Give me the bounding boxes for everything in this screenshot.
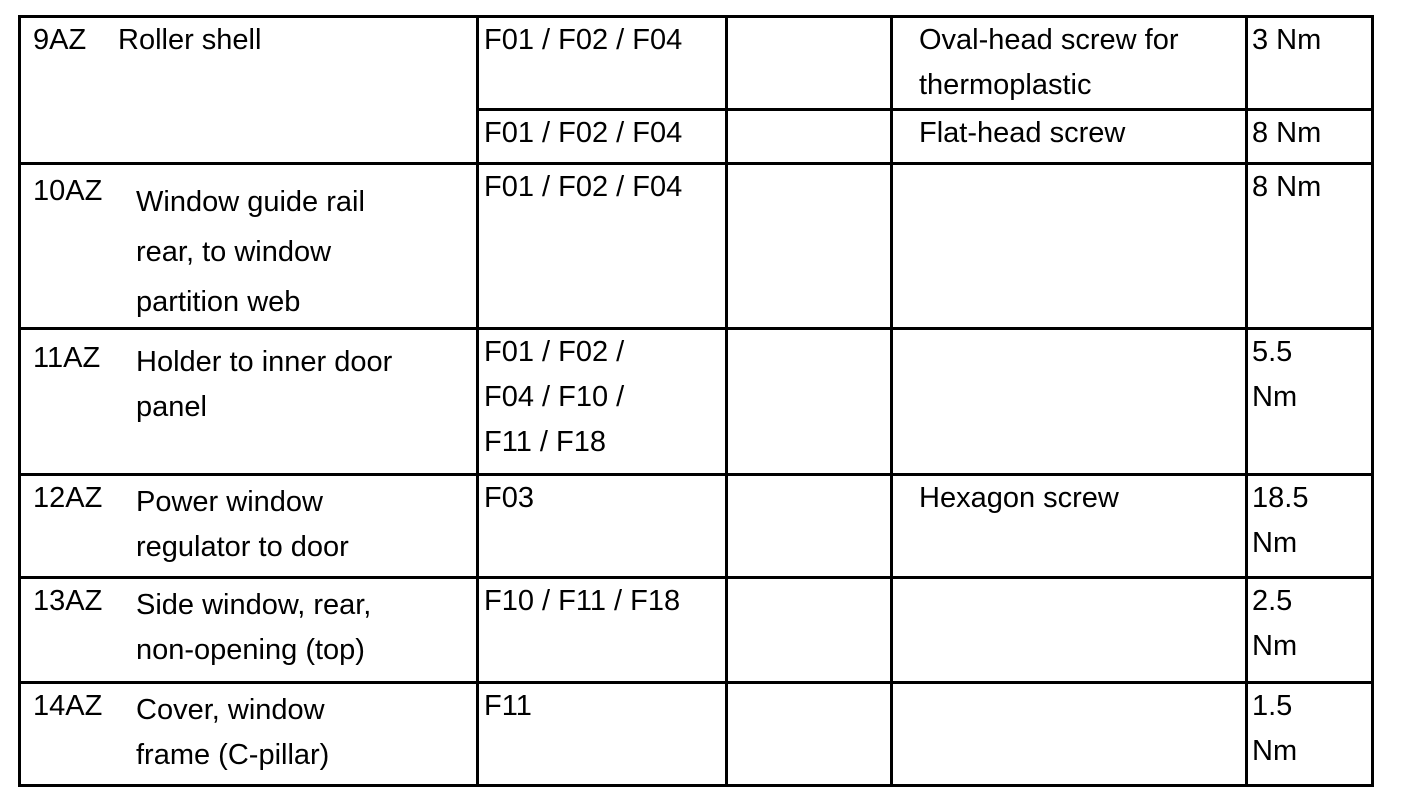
torque-cell: 3 Nm	[1247, 17, 1373, 110]
models-cell: F01 / F02 / F04	[478, 164, 727, 329]
item-cell	[20, 329, 478, 475]
torque-cell: 18.5 Nm	[1247, 475, 1373, 578]
torque-cell: 8 Nm	[1247, 110, 1373, 164]
item-description: Side window, rear, non-opening (top)	[136, 589, 372, 666]
screw-type-cell	[892, 683, 1247, 786]
empty-cell	[727, 110, 892, 164]
table-row	[20, 17, 1373, 110]
item-cell	[20, 164, 478, 329]
item-description: Roller shell	[118, 24, 262, 56]
models-cell: F01 / F02 / F04 / F10 / F11 / F18	[478, 329, 727, 475]
empty-cell	[727, 164, 892, 329]
models-cell: F11	[478, 683, 727, 786]
empty-cell	[727, 683, 892, 786]
torque-cell: 2.5 Nm	[1247, 578, 1373, 683]
item-code: 9AZ	[33, 24, 87, 56]
item-code: 14AZ	[33, 690, 103, 722]
empty-cell	[727, 475, 892, 578]
item-cell	[20, 17, 478, 164]
item-description: Power window regulator to door	[136, 486, 349, 563]
empty-cell	[727, 578, 892, 683]
item-description: Holder to inner door panel	[136, 346, 393, 423]
models-cell: F01 / F02 / F04	[478, 17, 727, 110]
torque-table	[18, 15, 1374, 787]
item-cell	[20, 475, 478, 578]
screw-type-cell: Flat-head screw	[892, 110, 1247, 164]
models-cell: F01 / F02 / F04	[478, 110, 727, 164]
torque-cell: 1.5 Nm	[1247, 683, 1373, 786]
screw-type-cell: Hexagon screw	[892, 475, 1247, 578]
models-cell: F10 / F11 / F18	[478, 578, 727, 683]
empty-cell	[727, 17, 892, 110]
item-code: 10AZ	[33, 175, 103, 207]
table-row	[20, 164, 1373, 329]
screw-type-cell	[892, 578, 1247, 683]
screw-type-cell: Oval-head screw for thermoplastic	[892, 17, 1247, 110]
item-description: Cover, window frame (C-pillar)	[136, 694, 330, 771]
table-row	[20, 329, 1373, 475]
item-code: 13AZ	[33, 585, 103, 617]
table-row	[20, 578, 1373, 683]
item-cell	[20, 683, 478, 786]
item-description: Window guide rail rear, to window partition web	[136, 186, 365, 318]
screw-type-cell	[892, 329, 1247, 475]
item-cell	[20, 578, 478, 683]
table-row	[20, 475, 1373, 578]
screw-type-cell	[892, 164, 1247, 329]
item-code: 12AZ	[33, 482, 103, 514]
torque-cell: 5.5 Nm	[1247, 329, 1373, 475]
item-code: 11AZ	[33, 342, 101, 374]
torque-cell: 8 Nm	[1247, 164, 1373, 329]
table-row	[20, 683, 1373, 786]
empty-cell	[727, 329, 892, 475]
models-cell: F03	[478, 475, 727, 578]
